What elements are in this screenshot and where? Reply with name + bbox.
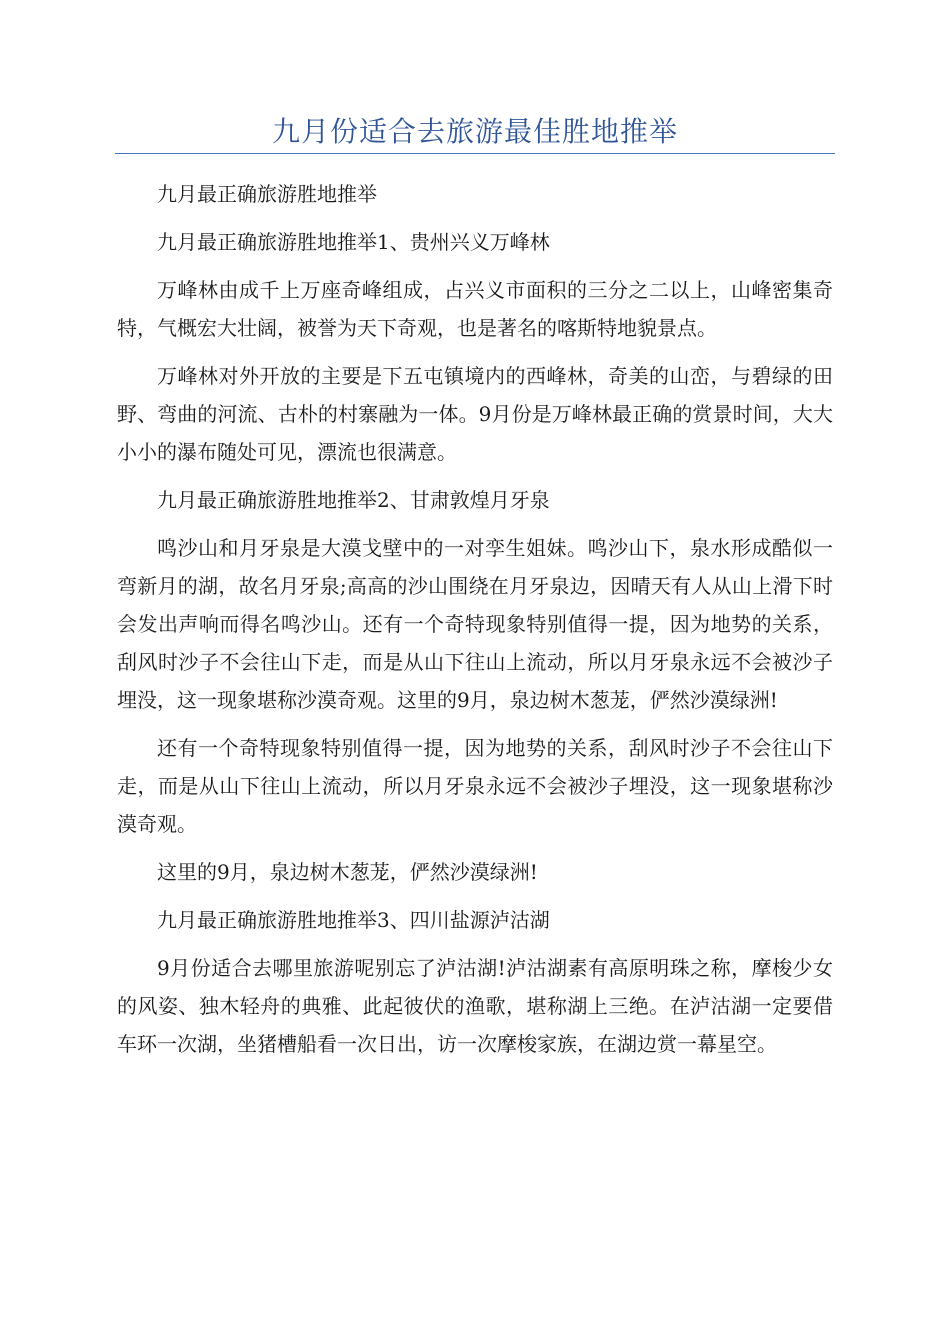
paragraph-intro-heading: 九月最正确旅游胜地推举: [157, 182, 377, 206]
document-body: [117, 175, 833, 1073]
paragraph-section-1-text-1: 万峰林由成千上万座奇峰组成，占兴义市面积的三分之二以上，山峰密集奇特，气概宏大壮阔，被誉为天下奇观，也是著名的喀斯特地貌景点。: [117, 278, 833, 340]
paragraph-section-2-text-3: 这里的9月，泉边树木葱茏，俨然沙漠绿洲!: [157, 860, 538, 884]
paragraph-section-1-heading: 九月最正确旅游胜地推举1、贵州兴义万峰林: [157, 230, 550, 254]
paragraph-section-2-heading: 九月最正确旅游胜地推举2、甘肃敦煌月牙泉: [157, 488, 550, 512]
paragraph-section-3-text-1: 9月份适合去哪里旅游呢别忘了泸沽湖!泸沽湖素有高原明珠之称，摩梭少女的风姿、独木轻舟的典雅、此起彼伏的渔歌，堪称湖上三绝。在泸沽湖一定要借车环一次湖，坐猪槽船看一次日出，访一次摩梭家族，在湖边赏一幕星空。: [117, 956, 833, 1056]
title-underline: [115, 153, 835, 154]
document-title: 九月份适合去旅游最佳胜地推举: [271, 115, 678, 148]
paragraph-section-1-text-2: 万峰林对外开放的主要是下五屯镇境内的西峰林，奇美的山峦，与碧绿的田野、弯曲的河流、古朴的村寨融为一体。9月份是万峰林最正确的赏景时间，大大小小的瀑布随处可见，漂流也很满意。: [117, 364, 833, 464]
paragraph-section-2-text-2: 还有一个奇特现象特别值得一提，因为地势的关系，刮风时沙子不会往山下走，而是从山下往山上流动，所以月牙泉永远不会被沙子埋没，这一现象堪称沙漠奇观。: [117, 736, 833, 836]
paragraph-section-3-heading: 九月最正确旅游胜地推举3、四川盐源泸沽湖: [157, 908, 550, 932]
paragraph-section-2-text-1: 鸣沙山和月牙泉是大漠戈壁中的一对孪生姐妹。鸣沙山下，泉水形成酷似一弯新月的湖，故名月牙泉;高高的沙山围绕在月牙泉边，因晴天有人从山上滑下时会发出声响而得名鸣沙山。还有一个奇特现象特别值得一提，因为地势的关系，刮风时沙子不会往山下走，而是从山下往山上流动，所以月牙泉永远不会被沙子埋没，这一现象堪称沙漠奇观。这里的9月，泉边树木葱茏，俨然沙漠绿洲!: [117, 536, 833, 712]
